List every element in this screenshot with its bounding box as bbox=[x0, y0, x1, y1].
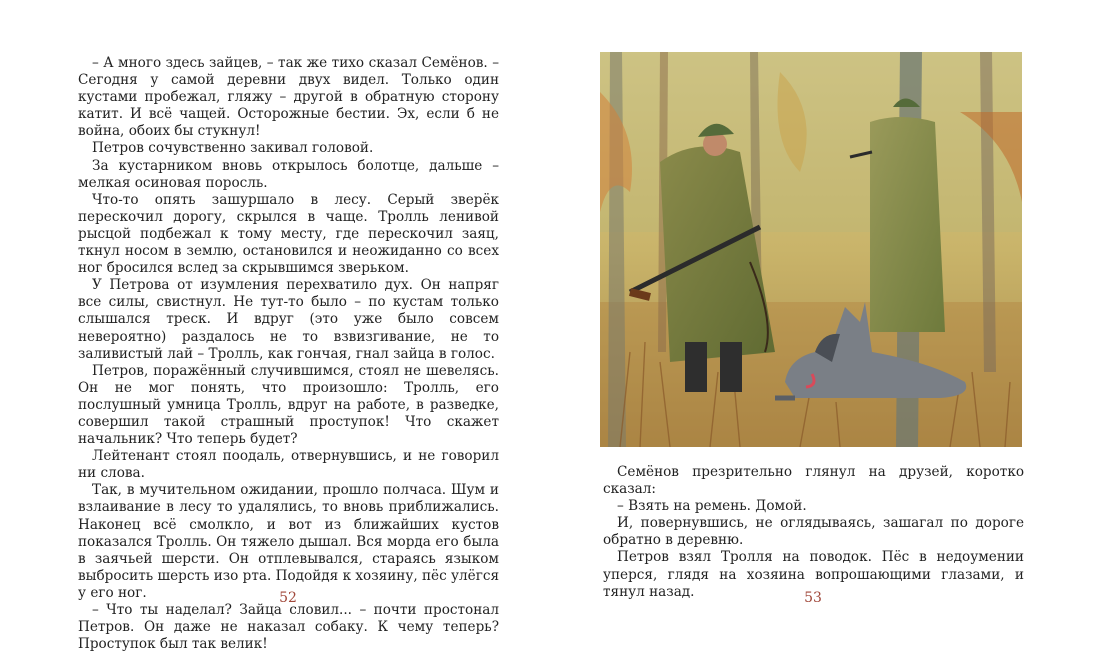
paragraph: – Что ты наделал? Зайца словил... – почти простонал Петров. Он даже не наказал собаку. К чему теперь? Проступок был так велик! bbox=[78, 602, 499, 653]
paragraph: И, повернувшись, не оглядываясь, зашагал по дороге обратно в деревню. bbox=[603, 515, 1024, 549]
paragraph: Петров сочувственно закивал головой. bbox=[92, 140, 374, 157]
paragraph: За кустарником вновь открылось болотце, дальше – мелкая осиновая поросль. bbox=[78, 157, 499, 191]
paragraph: Петров взял Тролля на поводок. Пёс в недоумении уперся, глядя на хозяина вопрошающими глазами, и тянул назад. bbox=[603, 549, 1024, 600]
right-page-text bbox=[603, 464, 1024, 601]
page-number-right: 53 bbox=[804, 590, 822, 606]
forest-soldiers-dog-illustration bbox=[600, 52, 1022, 447]
paragraph: Петров, поражённый случившимся, стоял не шевелясь. Он не мог понять, что произошло: Тролль, его послушный умница Тролль, вдруг на работе, в разведке, совершил такой страшный проступок! Что скажет начальник? Что теперь будет? bbox=[78, 362, 499, 448]
paragraph: Что-то опять зашуршало в лесу. Серый зверёк перескочил дорогу, скрылся в чаще. Тролль ленивой рысцой подбежал к тому месту, где перескочил заяц, ткнул носом в землю, остановился и неожиданно со всех ног бросился вслед за скрывшимся зверьком. bbox=[78, 191, 499, 277]
paragraph: – А много здесь зайцев, – так же тихо сказал Семёнов. – Сегодня у самой деревни двух видел. Только один кустами пробежал, гляжу – другой в обратную сторону катит. И всё чащей. Осторожные бестии. Эх, если б не война, обоих бы стукнул! bbox=[78, 55, 499, 140]
paragraph: Семёнов презрительно глянул на друзей, коротко сказал: bbox=[603, 464, 1024, 498]
page-number-left: 52 bbox=[279, 590, 297, 606]
paragraph: Так, в мучительном ожидании, прошло полчаса. Шум и взлаивание в лесу то удалялись, то вновь приближались. Наконец всё смолкло, и вот из ближайших кустов показался Тролль. Он тяжело дышал. Вся морда его была в заячьей шерсти. Он отплевывался, стараясь языком выбросить шерсть изо рта. Подойдя к хозяину, пёс улёгся у его ног. bbox=[78, 482, 500, 601]
left-page-text bbox=[78, 55, 499, 653]
paragraph: У Петрова от изумления перехватило дух. Он напряг все силы, свистнул. Не тут-то было – по кустам только слышался треск. И вдруг (это уже было совсем невероятно) раздалось не то взвизгивание, не то заливистый лай – Тролль, как гончая, гнал зайца в голос. bbox=[78, 277, 499, 362]
paragraph: – Взять на ремень. Домой. bbox=[617, 498, 807, 515]
paragraph: Лейтенант стоял поодаль, отвернувшись, и не говорил ни слова. bbox=[78, 448, 499, 482]
